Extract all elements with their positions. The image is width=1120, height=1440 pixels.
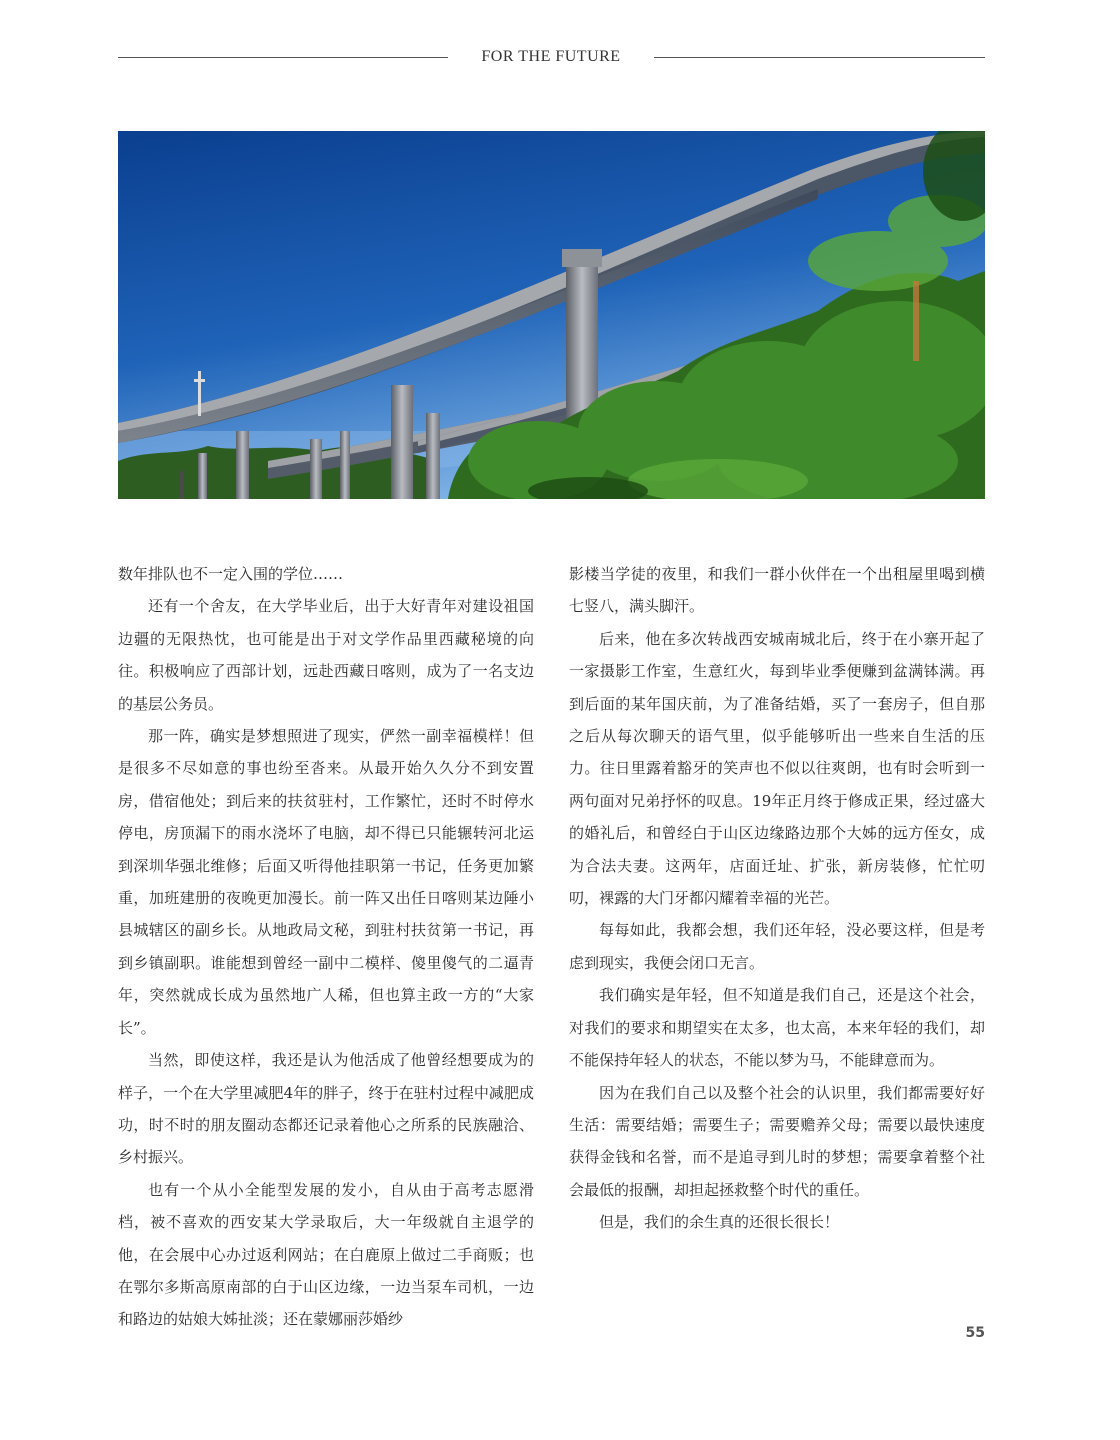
paragraph: 也有一个从小全能型发展的发小，自从由于高考志愿滑档，被不喜欢的西安某大学录取后，大一年级就自主退学的他，在会展中心办过返利网站；在白鹿原上做过二手商贩；也在鄂尔多斯高原南部的白于山区边缘，一边当泵车司机，一边和路边的姑娘大姊扯淡；还在蒙娜丽莎婚纱 [118,1180,534,1329]
paragraph: 数年排队也不一定入围的学位…… [118,565,344,583]
page-number: 55 [965,1325,985,1341]
header-rule-right [654,57,985,58]
paragraph: 但是，我们的余生真的还很长很长！ [599,1213,840,1232]
overpass-photo [118,131,985,499]
paragraph: 影楼当学徒的夜里，和我们一群小伙伴在一个出租屋里喝到横七竖八，满头脚汗。 [569,565,985,616]
paragraph: 因为在我们自己以及整个社会的认识里，我们都需要好好生活：需要结婚；需要生子；需要赡养父母；需要以最快速度获得金钱和名誉，而不是追寻到儿时的梦想；需要拿着整个社会最低的报酬，却担起拯救整个时代的重任。 [569,1083,985,1199]
paragraph: 每每如此，我都会想，我们还年轻，没必要这样，但是考虑到现实，我便会闭口无言。 [569,921,985,972]
running-header: FOR THE FUTURE [481,48,621,65]
header-rule-left [118,57,448,58]
text-column-left [118,558,534,1336]
text-column-right [569,558,985,1239]
paragraph: 那一阵，确实是梦想照进了现实，俨然一副幸福模样！但是很多不尽如意的事也纷至沓来。从最开始久久分不到安置房，借宿他处；到后来的扶贫驻村，工作繁忙，还时不时停水停电，房顶漏下的雨水浇坏了电脑，却不得已只能辗转河北运到深圳华强北维修；后面又听得他挂职第一书记，任务更加繁重，加班建册的夜晚更加漫长。前一阵又出任日喀则某边陲小县城辖区的副乡长。从地政局文秘，到驻村扶贫第一书记，再到乡镇副职。谁能想到曾经一副中二模样、傻里傻气的二逼青年，突然就成长成为虽然地广人稀，但也算主政一方的“大家长”。 [118,727,534,1037]
paragraph: 当然，即使这样，我还是认为他活成了他曾经想要成为的样子，一个在大学里减肥4年的胖子，终于在驻村过程中减肥成功，时不时的朋友圈动态都还记录着他心之所系的民族融洽、乡村振兴。 [118,1051,534,1167]
paragraph: 还有一个舍友，在大学毕业后，出于大好青年对建设祖国边疆的无限热忱，也可能是出于对文学作品里西藏秘境的向往。积极响应了西部计划，远赴西藏日喀则，成为了一名支边的基层公务员。 [118,597,534,713]
paragraph: 后来，他在多次转战西安城南城北后，终于在小寨开起了一家摄影工作室，生意红火，每到毕业季便赚到盆满钵满。再到后面的某年国庆前，为了准备结婚，买了一套房子，但自那之后从每次聊天的语气里，似乎能够听出一些来自生活的压力。往日里露着豁牙的笑声也不似以往爽朗，也有时会听到一两句面对兄弟抒怀的叹息。19年正月终于修成正果，经过盛大的婚礼后，和曾经白于山区边缘路边那个大姊的远方侄女，成为合法夫妻。这两年，店面迁址、扩张，新房装修，忙忙叨叨，裸露的大门牙都闪耀着幸福的光芒。 [569,629,985,908]
paragraph: 我们确实是年轻，但不知道是我们自己，还是这个社会，对我们的要求和期望实在太多，也太高，本来年轻的我们，却不能保持年轻人的状态，不能以梦为马，不能肆意而为。 [569,986,985,1070]
